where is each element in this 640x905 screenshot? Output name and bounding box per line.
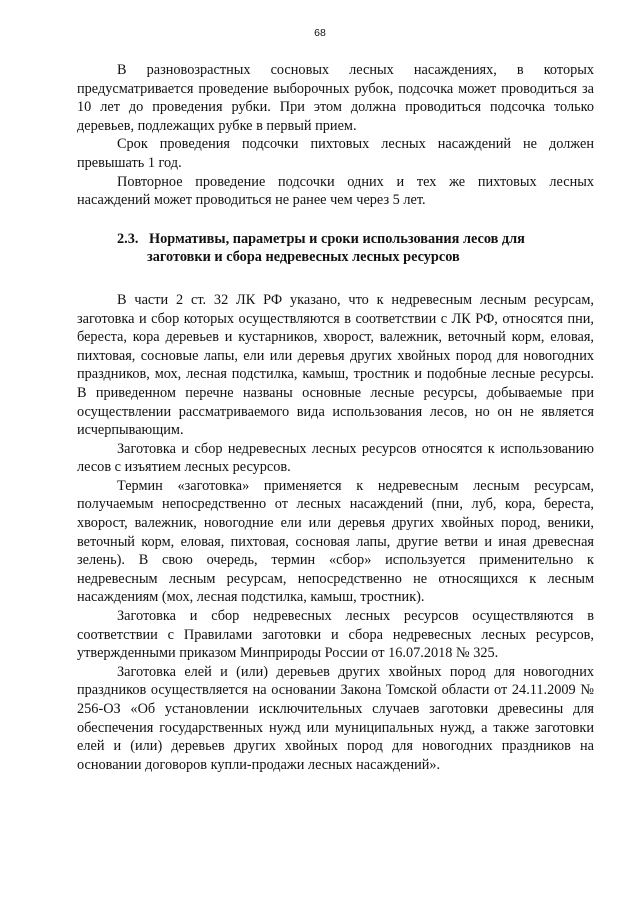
paragraph-repeat-tapping: Повторное проведение подсочки одних и тех же пихтовых лесных насаждений может проводиться не ранее чем через 5 лет.	[77, 173, 594, 209]
page-content	[77, 61, 594, 774]
paragraph-new-year-trees: Заготовка елей и (или) деревьев других хвойных пород для новогодних праздников осуществляется на основании Закона Томской области от 24.11.2009 № 256-ОЗ «Об установлении исключительных случаев заготовки древесины для обеспечения государственных нужд или муниципальных нужд, а также заготовки елей и (или) деревьев других хвойных пород для новогодних праздников на основании договоров купли-продажи лесных насаждений».	[77, 663, 594, 773]
paragraph-forest-code-list: В части 2 ст. 32 ЛК РФ указано, что к недревесным лесным ресурсам, заготовка и сбор которых осуществляются в соответствии с ЛК РФ, относятся пни, береста, кора деревьев и кустарников, хворост, валежник, веточный корм, еловая, пихтовая, сосновые лапы, ели или деревья других хвойных пород для новогодних праздников, мох, лесная подстилка, камыш, тростник и подобные лесные ресурсы. В приведенном перечне названы основные лесные ресурсы, добываемые при осуществлении рассматриваемого вида использования лесов, но он не является исчерпывающим.	[77, 291, 594, 439]
section-title-line2: заготовки и сбора недревесных лесных ресурсов	[147, 249, 460, 266]
paragraph-terms-definition: Термин «заготовка» применяется к недревесным лесным ресурсам, получаемым непосредственно от лесных насаждений (пни, луб, кора, береста, хворост, валежник, новогодние ели или деревья других хвойных пород, веники, веточный корм, еловая, пихтовая, сосновая лапы, другие ветви и иная древесная зелень). В свою очередь, термин «сбор» используется применительно к недревесным лесным ресурсам, непосредственно не относящихся к лесным насаждениям (мох, лесная подстилка, камыш, тростник).	[77, 477, 594, 606]
section-title-line1: Нормативы, параметры и сроки использования лесов для	[149, 230, 525, 247]
paragraph-mixed-age-pine: В разновозрастных сосновых лесных насаждениях, в которых предусматривается проведение выборочных рубок, подсочка может проводиться за 10 лет до проведения рубки. При этом должна проводиться подсочка только деревьев, подлежащих рубке в первый прием.	[77, 62, 594, 134]
paragraph-harvest-rules: Заготовка и сбор недревесных лесных ресурсов осуществляются в соответствии с Правилами заготовки и сбора недревесных лесных ресурсов, утвержденными приказом Минприроды России от 16.07.2018 № 325.	[77, 608, 594, 662]
section-heading	[77, 230, 594, 267]
paragraph-fir-tapping-term: Срок проведения подсочки пихтовых лесных насаждений не должен превышать 1 год.	[77, 136, 594, 171]
page-number: 68	[314, 27, 326, 39]
section-number: 2.3.	[117, 230, 139, 247]
paragraph-withdrawal-use: Заготовка и сбор недревесных лесных ресурсов относятся к использованию лесов с изъятием лесных ресурсов.	[77, 440, 594, 476]
